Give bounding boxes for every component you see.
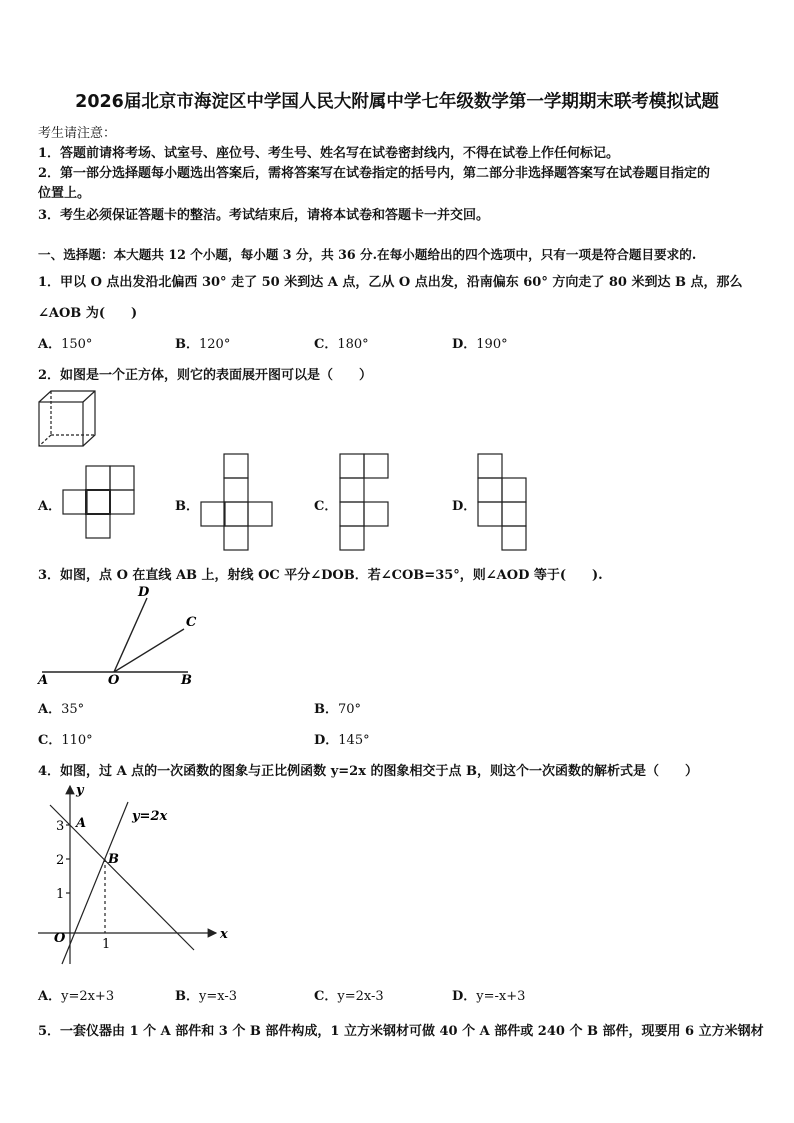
tick-x-1: 1 xyxy=(102,937,111,952)
ray-oc xyxy=(114,629,184,672)
label-d: D xyxy=(138,585,150,600)
q2-net-c xyxy=(339,453,391,553)
label-origin: O xyxy=(54,931,66,946)
q1-option-a: A．150° xyxy=(38,337,93,352)
notice-heading: 考生请注意： xyxy=(38,126,117,141)
q4-stem: 4．如图，过 A 点的一次函数的图象与正比例函数 y=2x 的图象相交于点 B，则这个一次函数的解析式是（ ） xyxy=(38,764,698,779)
page-title: 2026届北京市海淀区中学国人民大附属中学七年级数学第一学期期末联考模拟试题 xyxy=(75,92,719,112)
q3-option-d: D．145° xyxy=(314,733,370,748)
q3-stem: 3．如图，点 O 在直线 AB 上，射线 OC 平分∠DOB．若∠COB=35°，则∠AOD 等于( ). xyxy=(38,568,603,583)
ray-od xyxy=(114,598,147,672)
q4-option-b: B．y=x-3 xyxy=(175,989,238,1004)
notice-line-2: 2．第一部分选择题每小题选出答案后，需将答案写在试卷指定的括号内，第二部分非选择题答案写在试卷题目指定的 xyxy=(38,166,711,181)
label-o: O xyxy=(108,673,120,688)
q3-option-c: C．110° xyxy=(38,733,93,748)
cube-figure xyxy=(38,390,98,448)
notice-line-3: 位置上。 xyxy=(38,186,91,201)
label-x: x xyxy=(220,927,228,942)
q2-net-b xyxy=(200,453,275,553)
q1-option-b: B．120° xyxy=(175,337,231,352)
label-b: B xyxy=(108,852,119,867)
q5-stem: 5．一套仪器由 1 个 A 部件和 3 个 B 部件构成，1 立方米钢材可做 40 个 A 部件或 240 个 B 部件，现要用 6 立方米钢材 xyxy=(38,1024,764,1039)
q2-option-c-label: C． xyxy=(314,499,338,514)
q4-option-d: D．y=-x+3 xyxy=(452,989,526,1004)
q2-option-d-label: D． xyxy=(452,499,477,514)
q2-option-b-label: B． xyxy=(175,499,199,514)
q2-net-d xyxy=(477,453,529,553)
q2-option-a-label: A． xyxy=(38,499,62,514)
tick-y-3: 3 xyxy=(56,819,65,834)
q1-stem-line1: 1．甲以 O 点出发沿北偏西 30° 走了 50 米到达 A 点，乙从 O 点出发，沿南偏东 60° 方向走了 80 米到达 B 点，那么 xyxy=(38,275,743,290)
label-a: A xyxy=(38,673,49,688)
q3-option-b: B．70° xyxy=(314,702,362,717)
label-b: B xyxy=(181,673,192,688)
q3-figure xyxy=(36,584,206,694)
label-a: A xyxy=(76,816,87,831)
q2-net-a xyxy=(62,465,137,540)
notice-line-4: 3．考生必须保证答题卡的整洁。考试结束后，请将本试卷和答题卡一并交回。 xyxy=(38,208,490,223)
line-ab xyxy=(50,805,194,950)
q3-option-a: A．35° xyxy=(38,702,85,717)
label-c: C xyxy=(186,615,197,630)
notice-line-1: 1．答题前请将考场、试室号、座位号、考生号、姓名写在试卷密封线内，不得在试卷上作任何标记。 xyxy=(38,146,620,161)
q4-option-a: A．y=2x+3 xyxy=(38,989,115,1004)
q1-option-c: C．180° xyxy=(314,337,369,352)
q2-stem: 2．如图是一个正方体，则它的表面展开图可以是（ ） xyxy=(38,368,373,383)
tick-y-2: 2 xyxy=(56,853,65,868)
q4-figure xyxy=(36,780,236,970)
label-line: y=2x xyxy=(132,809,168,824)
label-y: y xyxy=(76,783,84,798)
q1-option-d: D．190° xyxy=(452,337,508,352)
section-heading: 一、选择题：本大题共 12 个小题，每小题 3 分，共 36 分.在每小题给出的四个选项中，只有一项是符合题目要求的. xyxy=(38,247,697,262)
q1-stem-line2: ∠AOB 为( ) xyxy=(38,306,138,321)
q4-option-c: C．y=2x-3 xyxy=(314,989,384,1004)
tick-y-1: 1 xyxy=(56,887,65,902)
